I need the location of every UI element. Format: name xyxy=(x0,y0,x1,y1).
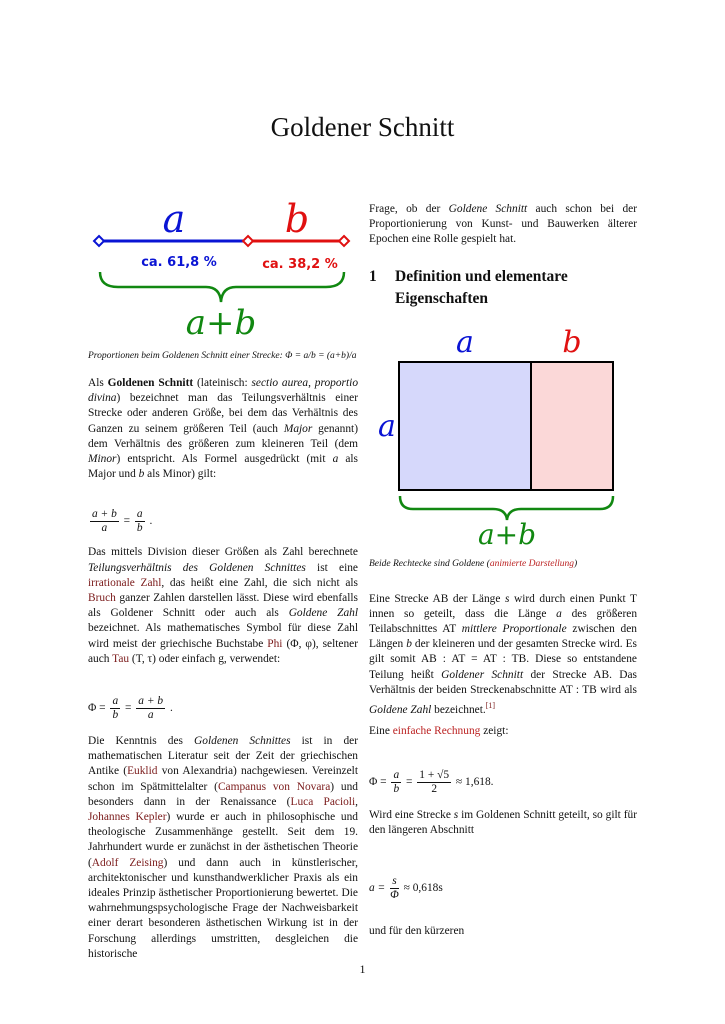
brace-2 xyxy=(400,496,613,520)
formula-ratio: $\frac{a + b}{a}$ = $\frac{a}{b}$ . xyxy=(92,508,153,535)
link-bruch[interactable]: Bruch xyxy=(88,592,116,605)
figure1-label-ab: a+b xyxy=(185,303,257,340)
link-animation[interactable]: animierte Darstellung xyxy=(489,558,574,569)
link-einfache-rechnung[interactable]: einfache Rechnung xyxy=(392,725,481,738)
page-title: Goldener Schnitt xyxy=(270,112,455,142)
section-heading: 1 Definition und elementare Eigenschaften xyxy=(369,267,568,307)
formula-phi: Φ = $\frac{a}{b}$ = $\frac{a + b}{a}$ . xyxy=(88,695,173,722)
link-zeising[interactable]: Adolf Zeising xyxy=(91,856,164,869)
link-campanus[interactable]: Campanus von Novara xyxy=(217,780,331,793)
formula-phi-value: Φ = $\frac{a}{b}$ = $\frac{1 + √5}{2}$ ≈ 1,618. xyxy=(369,769,494,796)
caption-text: Proportionen beim Goldenen Schnitt einer Strecke: Φ = a/b = (a+b)/a xyxy=(88,351,357,361)
figure1-label-a: a xyxy=(162,197,186,241)
longer-segment-paragraph: Wird eine Strecke s im Goldenen Schnitt geteilt, so gilt für den längeren Abschnitt xyxy=(369,809,637,837)
figure2-caption: Beide Rechtecke sind Goldene (animierte Darstellung) xyxy=(369,558,578,569)
endpoint-mid xyxy=(243,236,253,246)
link-irrationale-zahl[interactable]: irrationale Zahl xyxy=(88,576,162,589)
phi-paragraph: Das mittels Division dieser Größen als Zahl berechnete Teilungsverhältnis des Goldenen Schnittes ist eine irrationale Zahl, das heißt eine Zahl, die sich nicht als Bruch ganzer Zahlen darstellen lässt. Diese wird ebenfalls als Goldener Schnitt oder auch als Goldene Zahl bezeichnet. Als mathematisches Symbol für diese Zahl wird meist der griechische Buchstabe Phi (Φ, φ), seltener auch Tau (T, τ) oder einfach g, verwendet: xyxy=(88,546,358,665)
definition-paragraph: Eine Strecke AB der Länge s wird durch einen Punkt T innen so geteilt, dass die Länge a des größeren Teilabschnittes AT mittlere Proportionale zwischen den Längen b der kleineren und der gesamten Strecke wird. Es gilt somit AB : AT = AT : TB. Diese so entstandene Teilung heißt Goldener Schnitt der Strecke AB. Das Verhältnis der beiden Streckenabschnitte AT : TB wird als Goldene Zahl bezeichnet.[1] xyxy=(369,592,638,716)
link-euklid[interactable]: Euklid xyxy=(127,765,158,778)
link-phi[interactable]: Phi xyxy=(267,637,283,650)
formula-longer: a = $\frac{s}{\Phi}$ ≈ 0,618s xyxy=(369,874,443,901)
link-pacioli[interactable]: Luca Pacioli xyxy=(290,795,356,808)
endpoint-left xyxy=(94,236,104,246)
intro-paragraph: Als Goldenen Schnitt (lateinisch: sectio aurea, proportio divina) bezeichnet man das Teilungsverhältnis einer Strecke oder anderen Größe, bei dem das Verhältnis des Ganzen zu seinem größeren Teil (auch Major genannt) dem Verhältnis des größeren zum kleineren Teil (dem Minor) entspricht. Als Formel ausgedrückt (mit a als Major und b als Minor) gilt: xyxy=(88,377,359,481)
continued-paragraph: Frage, ob der Goldene Schnitt auch schon bei der Proportionierung von Kunst- und Bauwerken älterer Epochen eine Rolle gespielt hat. xyxy=(369,203,637,246)
percent-a: ca. 61,8 % xyxy=(141,255,217,270)
shorter-segment-paragraph: und für den kürzeren xyxy=(369,924,465,937)
figure2-label-a-top: a xyxy=(456,324,474,360)
rect-b xyxy=(531,362,613,490)
right-column xyxy=(369,202,637,945)
rect-a xyxy=(399,362,531,490)
figure1-caption xyxy=(88,350,358,362)
figure2-label-b-top: b xyxy=(562,324,582,360)
figure2-label-ab: a+b xyxy=(477,517,537,550)
percent-b: ca. 38,2 % xyxy=(262,257,338,272)
link-tau[interactable]: Tau xyxy=(112,652,130,665)
left-column xyxy=(88,190,358,968)
figure2-label-a-side: a xyxy=(378,408,396,444)
brace xyxy=(100,272,344,302)
golden-rectangle-figure xyxy=(369,322,637,550)
link-kepler[interactable]: Johannes Kepler xyxy=(88,811,167,824)
page-number: 1 xyxy=(359,962,366,976)
figure1-label-b: b xyxy=(284,197,310,241)
endpoint-right xyxy=(339,236,349,246)
history-paragraph: Die Kenntnis des Goldenen Schnittes ist in der mathematischen Literatur seit der Zeit der griechischen Antike (Euklid von Alexandria) nachgewiesen. Vereinzelt schon im Spätmittelalter (Campanus von Novara) und besonders dann in der Renaissance (Luca Pacioli, Johannes Kepler) wurde er auch in philosophische und theologische Zusammenhänge gestellt. Seit dem 19. Jahrhundert wurde er zunächst in der ästhetischen Theorie (Adolf Zeising) und dann auch in künstlerischer, architektonischer und kunsthandwerklicher Praxis als ein ideales Prinzip ästhetischer Proportionierung bewertet. Die wahrnehmungspsychologische Frage der Nachweisbarkeit einer derart besonderen ästhetischen Wirkung ist in der Forschung allerdings umstritten, desgleichen die historische xyxy=(88,735,359,960)
calc-paragraph: Eine einfache Rechnung zeigt: xyxy=(369,725,509,738)
golden-segment-figure xyxy=(88,190,358,340)
reference-1[interactable]: [1] xyxy=(485,701,496,711)
